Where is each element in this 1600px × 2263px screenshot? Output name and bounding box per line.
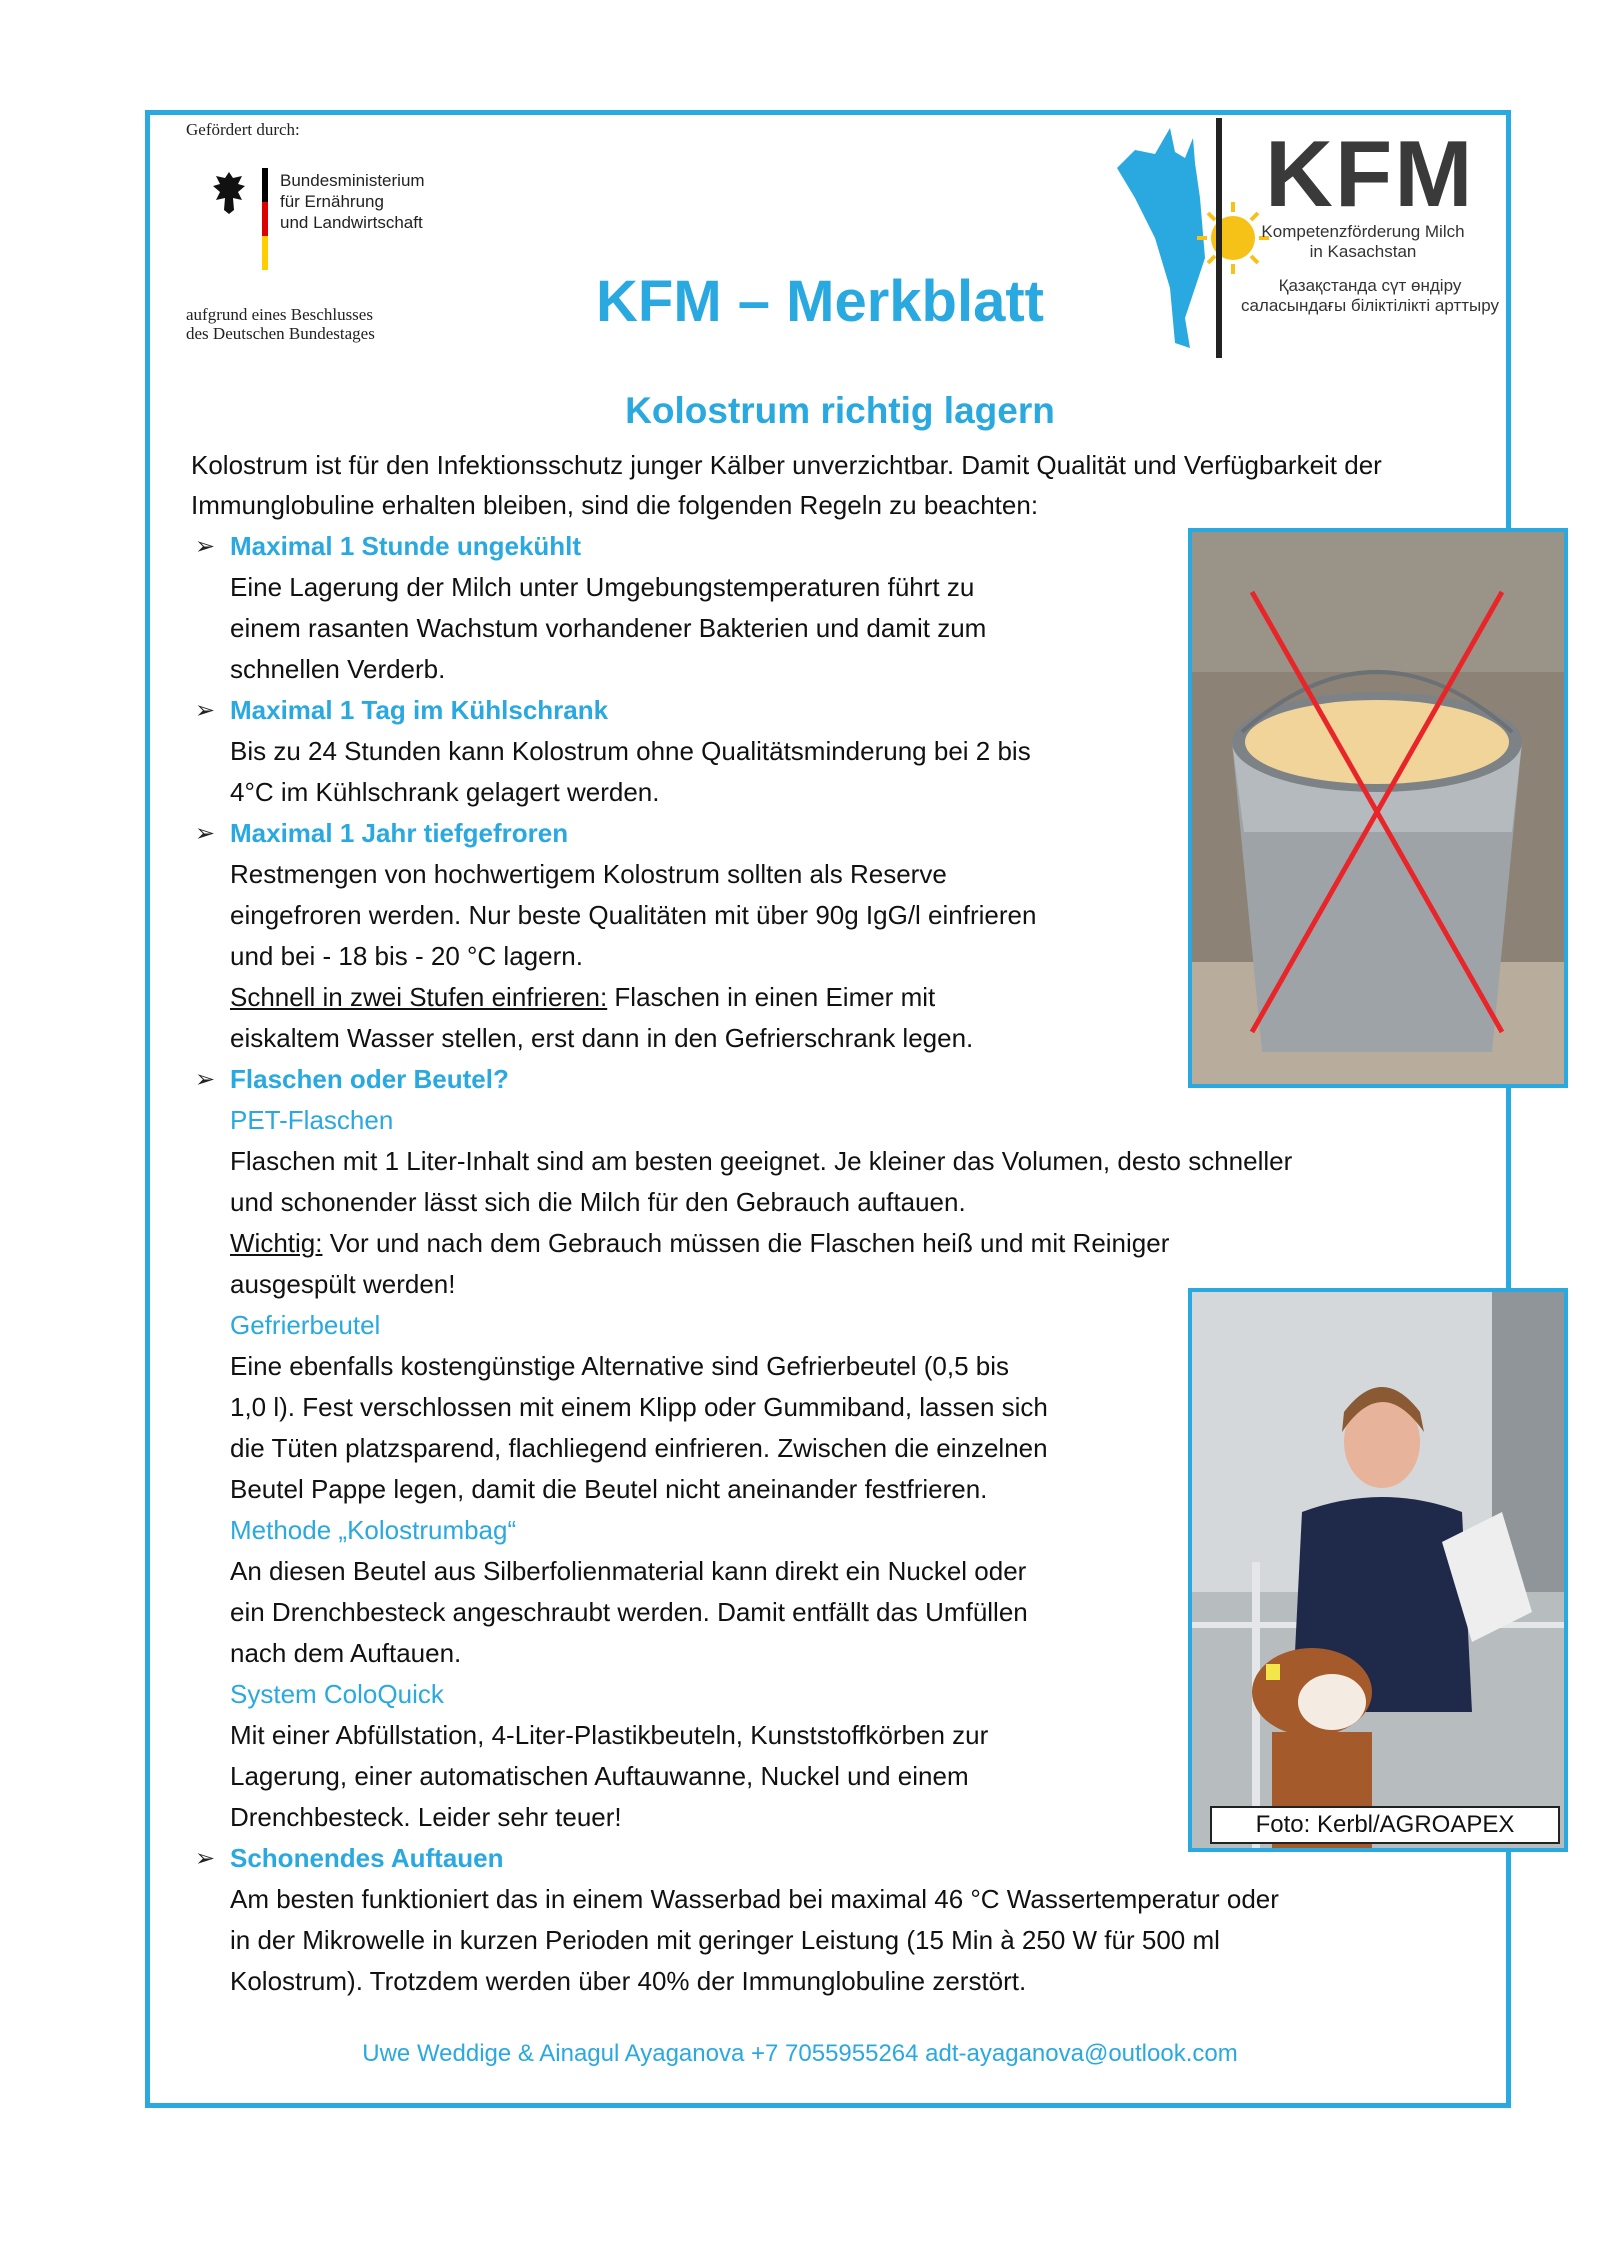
body-line: und schonender lässt sich die Milch für den Gebrauch auftauen. xyxy=(230,1187,966,1217)
body-line: Eine Lagerung der Milch unter Umgebungstemperaturen führt zu xyxy=(230,572,975,602)
logo-line: Kompetenzförderung Milch xyxy=(1261,222,1465,241)
arrow-bullet-icon: ➢ xyxy=(195,1066,216,1093)
logo-line: саласындағы біліктілікті арттыру xyxy=(1240,296,1500,315)
body-line: Flaschen mit 1 Liter-Inhalt sind am besten geeignet. Je kleiner das Volumen, desto schneller xyxy=(230,1146,1293,1176)
bucket-image xyxy=(1192,532,1564,1084)
arrow-bullet-icon: ➢ xyxy=(195,697,216,724)
body-line: Kolostrum). Trotzdem werden über 40% der Immunglobuline zerstört. xyxy=(230,1966,1027,1996)
body-line: einem rasanten Wachstum vorhandener Bakterien und damit zum xyxy=(230,613,987,643)
logo-line: in Kasachstan xyxy=(1309,242,1417,261)
body-line: Drenchbesteck. Leider sehr teuer! xyxy=(230,1802,622,1832)
sponsor-label: Gefördert durch: xyxy=(186,120,300,139)
subheading-pet: PET-Flaschen xyxy=(230,1105,394,1135)
body-line: in der Mikrowelle in kurzen Perioden mit geringer Leistung (15 Min à 250 W für 500 ml xyxy=(230,1925,1220,1955)
body-line: nach dem Auftauen. xyxy=(230,1638,462,1668)
ministry-line: und Landwirtschaft xyxy=(280,213,423,232)
section-heading-text: Maximal 1 Tag im Kühlschrank xyxy=(230,695,609,725)
subheading-kolostrumbag: Methode „Kolostrumbag“ xyxy=(230,1515,517,1545)
arrow-bullet-icon: ➢ xyxy=(195,533,216,560)
body-line: Bis zu 24 Stunden kann Kolostrum ohne Qualitätsminderung bei 2 bis xyxy=(230,736,1031,766)
bucket-photo xyxy=(1188,528,1568,1088)
body-line: Restmengen von hochwertigem Kolostrum sollten als Reserve xyxy=(230,859,947,889)
subheading-coloquick: System ColoQuick xyxy=(230,1679,444,1709)
body-line: ein Drenchbesteck angeschraubt werden. Damit entfällt das Umfüllen xyxy=(230,1597,1028,1627)
ministry-line: Bundesministerium xyxy=(280,171,425,190)
kfm-subtitle-de xyxy=(1248,222,1478,262)
ministry-line: für Ernährung xyxy=(280,192,384,211)
ministry-name xyxy=(280,170,425,233)
body-line: An diesen Beutel aus Silberfolienmaterial kann direkt ein Nuckel oder xyxy=(230,1556,1027,1586)
important-text: Vor und nach dem Gebrauch müssen die Flaschen heiß und mit Reiniger xyxy=(322,1228,1170,1258)
section-heading-text: Maximal 1 Jahr tiefgefroren xyxy=(230,818,569,848)
body-line: ausgespült werden! xyxy=(230,1269,456,1299)
body-line: Am besten funktioniert das in einem Wasserbad bei maximal 46 °C Wassertemperatur oder xyxy=(230,1884,1279,1914)
page-title: KFM – Merkblatt xyxy=(596,269,1044,334)
body-line: schnellen Verderb. xyxy=(230,654,446,684)
arrow-bullet-icon: ➢ xyxy=(195,820,216,847)
footer-contact: Uwe Weddige & Ainagul Ayaganova +7 7055955264 adt-ayaganova@outlook.com xyxy=(362,2040,1238,2067)
logo-line: Қазақстанда сүт өндіру xyxy=(1278,276,1462,295)
kfm-subtitle-kz xyxy=(1210,276,1530,316)
decision-line: des Deutschen Bundestages xyxy=(186,324,375,343)
german-flag-bar xyxy=(262,168,268,270)
sheet-subtitle: Kolostrum richtig lagern xyxy=(625,390,1055,431)
body-line: eiskaltem Wasser stellen, erst dann in den Gefrierschrank legen. xyxy=(230,1023,974,1053)
intro-paragraph: Kolostrum ist für den Infektionsschutz junger Kälber unverzichtbar. Damit Qualität und Verfügbarkeit der Immunglobuline erhalten bleiben, sind die folgenden Regeln zu beachten: xyxy=(191,450,1382,520)
federal-eagle-icon xyxy=(212,170,246,216)
calf-feeding-photo xyxy=(1188,1288,1568,1852)
body-line: Mit einer Abfüllstation, 4-Liter-Plastikbeuteln, Kunststoffkörben zur xyxy=(230,1720,989,1750)
calf-feeding-image xyxy=(1192,1292,1564,1848)
decision-line: aufgrund eines Beschlusses xyxy=(186,305,373,324)
kfm-logo-text: KFM xyxy=(1265,121,1475,226)
important-label: Wichtig: xyxy=(230,1228,323,1258)
body-line: eingefroren werden. Nur beste Qualitäten mit über 90g IgG/l einfrieren xyxy=(230,900,1037,930)
freezing-tip-text: Flaschen in einen Eimer mit xyxy=(607,982,936,1012)
subheading-freezer-bag: Gefrierbeutel xyxy=(230,1310,381,1340)
section-heading-text: Maximal 1 Stunde ungekühlt xyxy=(230,531,582,561)
body-line: und bei - 18 bis - 20 °C lagern. xyxy=(230,941,583,971)
freezing-tip-label: Schnell in zwei Stufen einfrieren: xyxy=(230,982,608,1012)
body-line: die Tüten platzsparend, flachliegend einfrieren. Zwischen die einzelnen xyxy=(230,1433,1048,1463)
photo-caption: Foto: Kerbl/AGROAPEX xyxy=(1210,1806,1560,1844)
bundestag-decision xyxy=(186,305,375,343)
body-line: Eine ebenfalls kostengünstige Alternative sind Gefrierbeutel (0,5 bis xyxy=(230,1351,1010,1381)
body-line: Lagerung, einer automatischen Auftauwanne, Nuckel und einem xyxy=(230,1761,969,1791)
body-line: Beutel Pappe legen, damit die Beutel nicht aneinander festfrieren. xyxy=(230,1474,988,1504)
arrow-bullet-icon: ➢ xyxy=(195,1845,216,1872)
body-line: 1,0 l). Fest verschlossen mit einem Klipp oder Gummiband, lassen sich xyxy=(230,1392,1048,1422)
body-line: 4°C im Kühlschrank gelagert werden. xyxy=(230,777,660,807)
section-heading-text: Schonendes Auftauen xyxy=(230,1843,504,1873)
section-heading-text: Flaschen oder Beutel? xyxy=(230,1064,509,1094)
important-note xyxy=(195,1223,1475,1264)
